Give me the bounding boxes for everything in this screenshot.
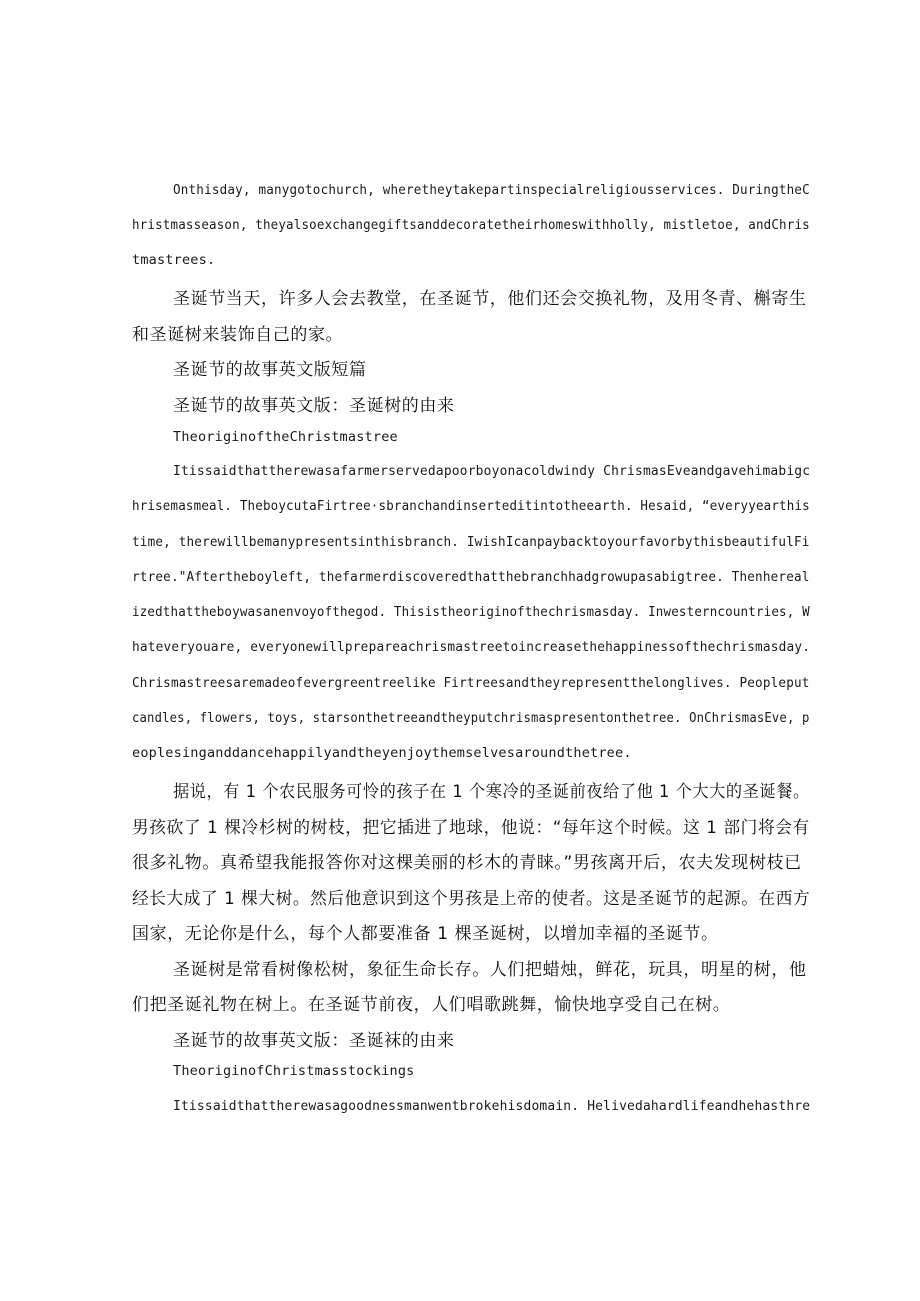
paragraph-line: hateveryouare, everyonewillprepareachrismastreetoincreasethehappinessofthechrismasday.	[132, 639, 811, 655]
paragraph-line: 经长大成了 1 棵大树。然后他意识到这个男孩是上帝的使者。这是圣诞节的起源。在西方	[132, 889, 811, 909]
paragraph-line: 圣诞节当天，许多人会去教堂，在圣诞节，他们还会交换礼物，及用冬青、槲寄生	[173, 289, 807, 309]
paragraph-line: candles, flowers, toys, starsonthetreeandtheyputchrismaspresentonthetree. OnChrismasEve, p	[132, 710, 810, 726]
paragraph-line: 们把圣诞礼物在树上。在圣诞节前夜，人们唱歌跳舞，愉快地享受自己在树。	[132, 995, 731, 1015]
paragraph-line: tmastrees.	[132, 252, 216, 268]
english-title: TheoriginoftheChristmastree	[173, 429, 398, 445]
paragraph-line: 据说，有 1 个农民服务可怜的孩子在 1 个寒冷的圣诞前夜给了他 1 个大大的圣诞餐。	[173, 782, 810, 802]
paragraph-line: eoplesinganddancehappilyandtheyenjoythemselvesaroundthetree.	[132, 745, 632, 761]
english-title: TheoriginofChristmasstockings	[173, 1063, 415, 1079]
section-heading: 圣诞节的故事英文版：圣诞树的由来	[173, 396, 455, 416]
paragraph-line: 和圣诞树来装饰自己的家。	[132, 325, 344, 345]
section-heading: 圣诞节的故事英文版短篇	[173, 360, 367, 380]
paragraph-line: time, therewillbemanypresentsinthisbranch. IwishIcanpaybacktoyourfavorbythisbeautifulFi	[132, 534, 810, 550]
paragraph-line: 圣诞树是常看树像松树，象征生命长存。人们把蜡烛，鲜花，玩具，明星的树，他	[173, 960, 807, 980]
paragraph-line: 男孩砍了 1 棵冷杉树的树枝，把它插进了地球，他说：“每年这个时候。这 1 部门将会有	[132, 818, 810, 838]
section-heading: 圣诞节的故事英文版：圣诞袜的由来	[173, 1031, 455, 1051]
paragraph-line: izedthattheboywasanenvoyofthegod. Thisistheoriginofthechrismasday. Inwesterncountries, W	[132, 604, 810, 620]
paragraph-line: Chrismastreesaremadeofevergreentreelike Firtreesandtheyrepresentthelonglives. Peopleput	[132, 675, 810, 691]
paragraph-line: hristmasseason, theyalsoexchangegiftsanddecoratetheirhomeswithholly, mistletoe, andChris	[132, 217, 810, 233]
paragraph-line: Itissaidthattherewasafarmerservedapoorboyonacoldwindy ChrismasEveandgavehimabigc	[173, 463, 811, 479]
paragraph-line: Itissaidthattherewasagoodnessmanwentbrokehisdomain. Helivedahardlifeandhehasthre	[173, 1098, 811, 1114]
paragraph-line: Onthisday, manygotochurch, wheretheytakepartinspecialreligiousservices. DuringtheC	[173, 182, 810, 198]
paragraph-line: 很多礼物。真希望我能报答你对这棵美丽的杉木的青睐。”男孩离开后，农夫发现树枝已	[132, 853, 802, 873]
paragraph-line: hrisemasmeal. TheboycutaFirtree·sbranchandinserteditintotheearth. Hesaid, “everyyearthis	[132, 498, 810, 514]
paragraph-line: 国家，无论你是什么，每个人都要准备 1 棵圣诞树，以增加幸福的圣诞节。	[132, 924, 719, 944]
paragraph-line: rtree."Aftertheboyleft, thefarmerdiscoveredthatthebranchhadgrowupasabigtree. Thenhereal	[132, 569, 810, 585]
